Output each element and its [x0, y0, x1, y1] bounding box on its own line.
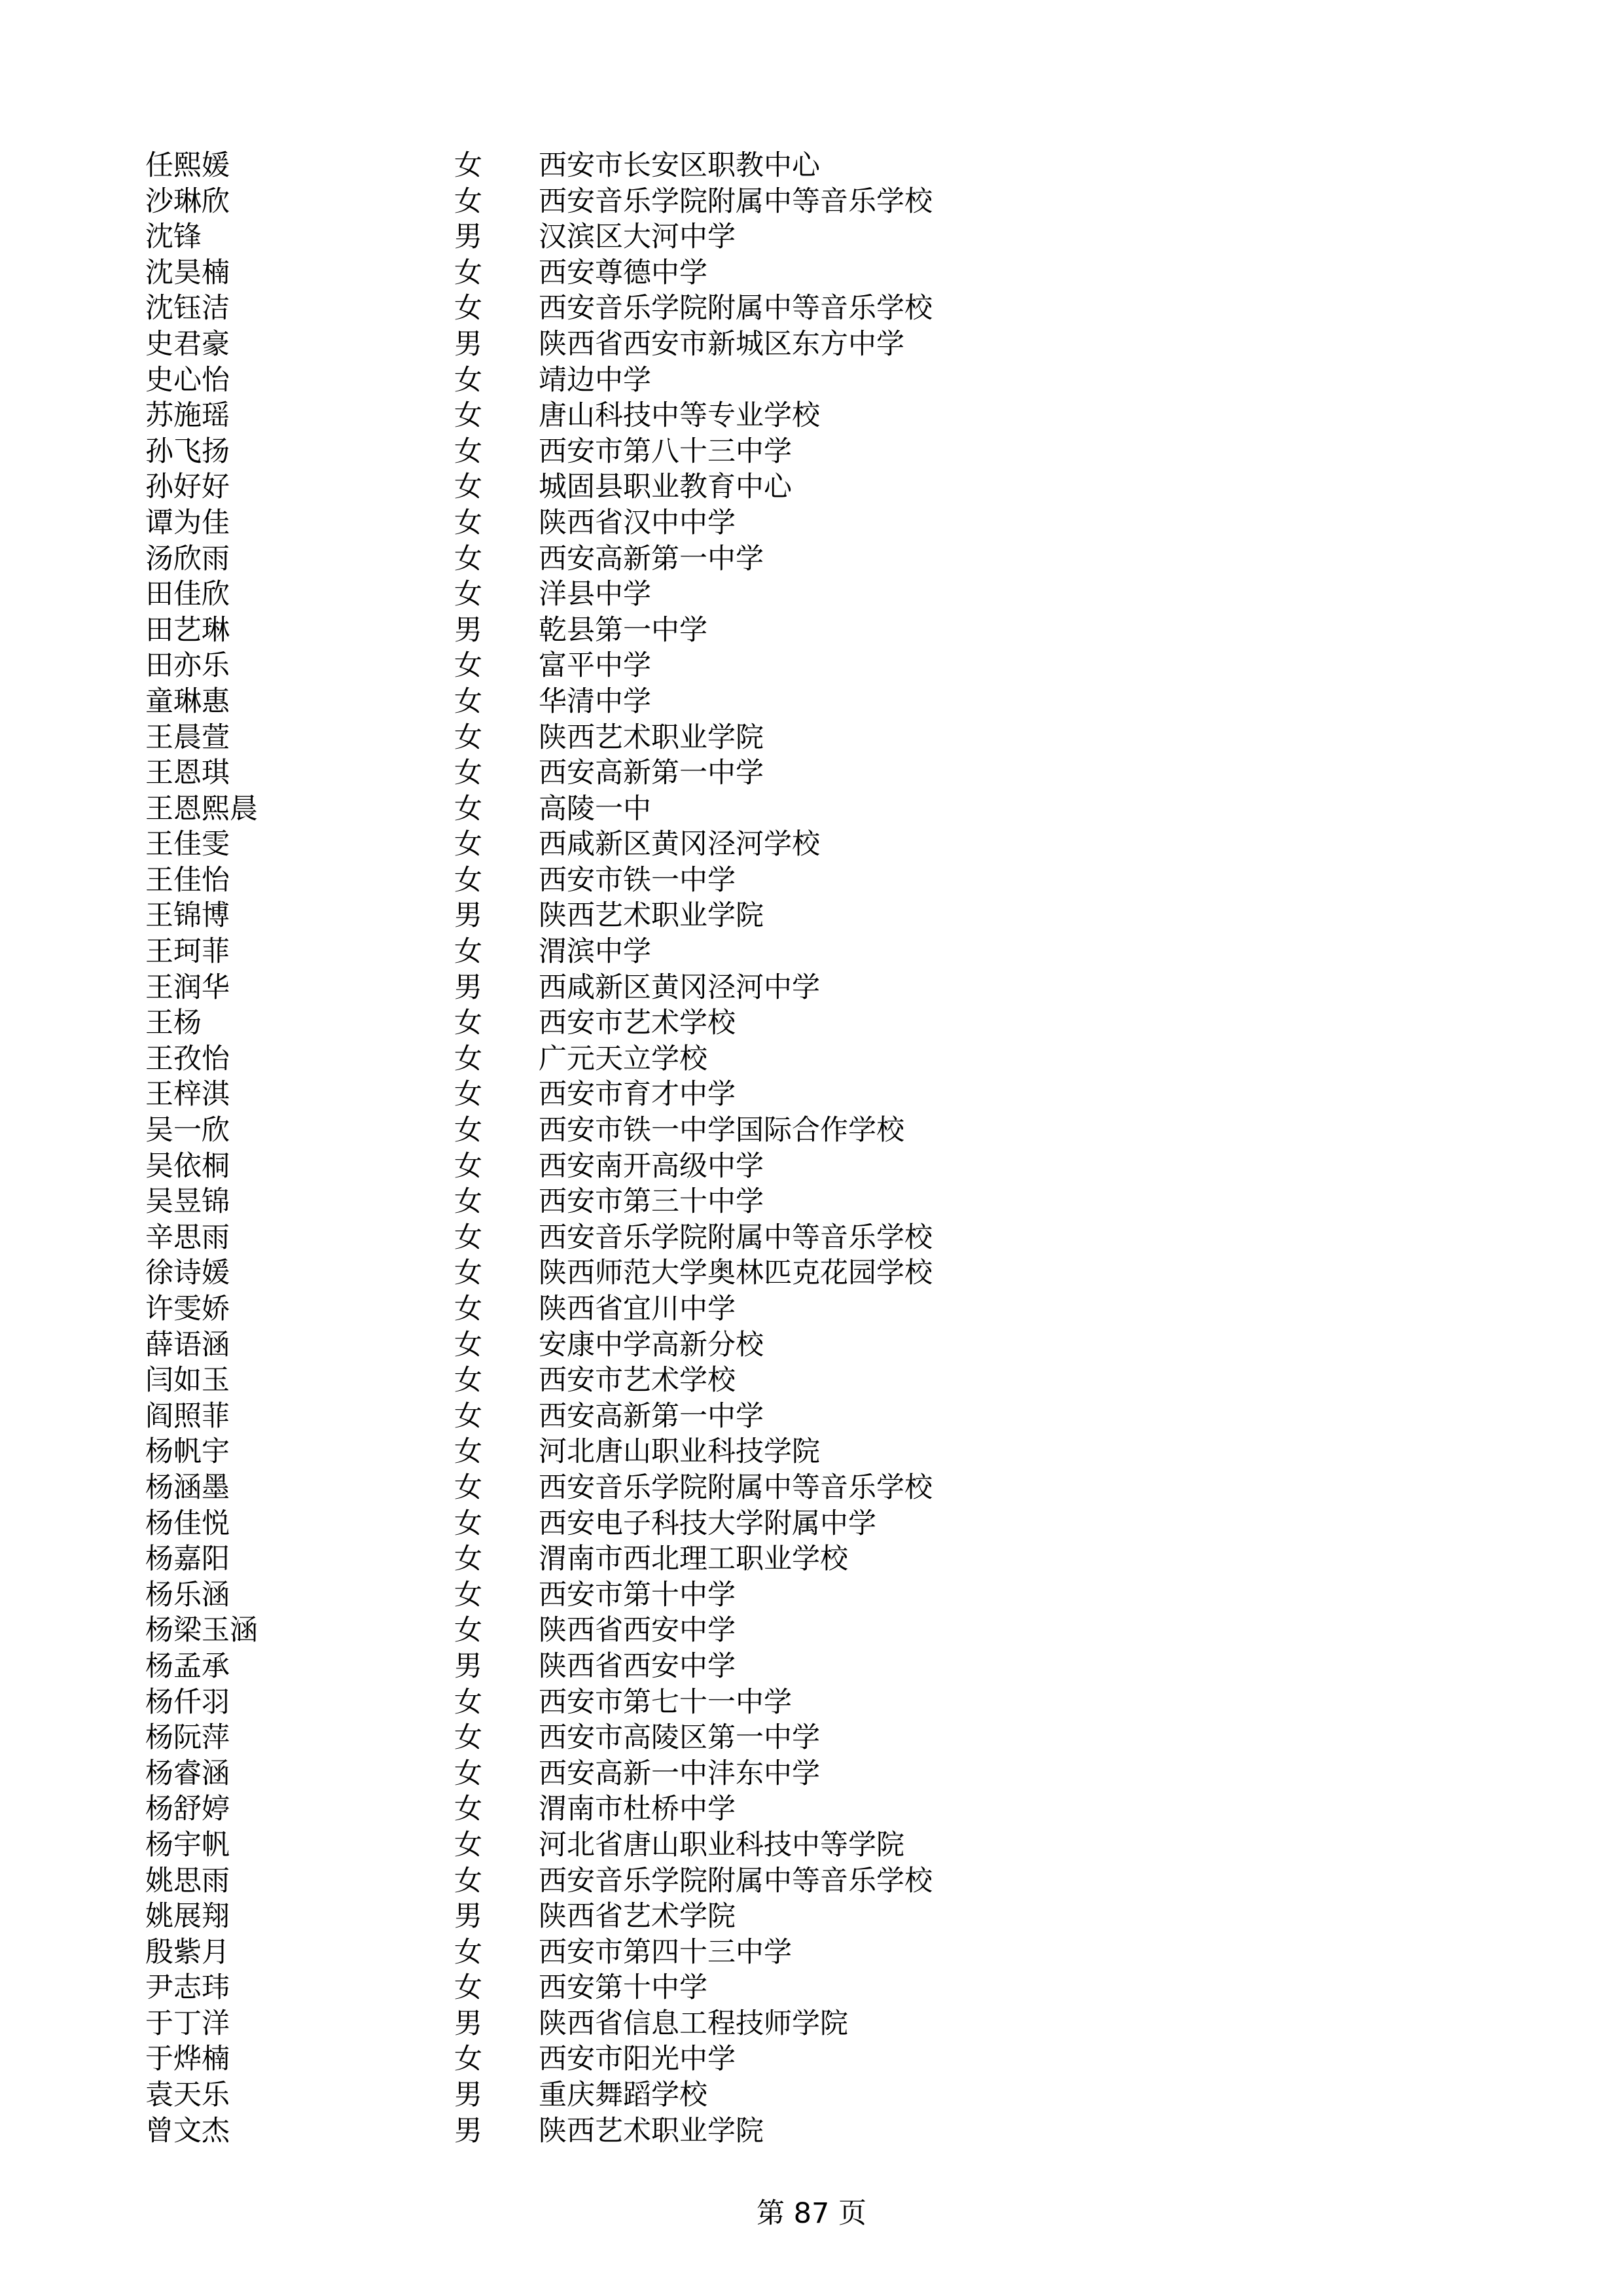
student-name: 杨帆宇	[145, 1435, 230, 1469]
student-school: 西安高新第一中学	[539, 1399, 764, 1433]
table-row	[0, 327, 1623, 363]
student-name: 杨舒婷	[145, 1793, 230, 1826]
student-gender: 女	[454, 1149, 482, 1183]
student-name: 王珂菲	[145, 935, 230, 969]
student-name: 辛思雨	[145, 1221, 230, 1254]
student-school: 西安市高陵区第一中学	[539, 1721, 820, 1755]
student-gender: 女	[454, 399, 482, 433]
table-row	[0, 934, 1623, 970]
student-school: 西咸新区黄冈泾河中学	[539, 971, 820, 1004]
student-gender: 女	[454, 1935, 482, 1969]
table-row	[0, 2113, 1623, 2149]
student-school: 西咸新区黄冈泾河学校	[539, 828, 820, 861]
student-gender: 女	[454, 1828, 482, 1861]
student-school: 西安市第七十一中学	[539, 1685, 792, 1719]
student-gender: 女	[454, 649, 482, 683]
student-school: 西安南开高级中学	[539, 1149, 764, 1183]
table-row	[0, 720, 1623, 756]
student-school: 渭滨中学	[539, 935, 651, 969]
table-row	[0, 1577, 1623, 1613]
table-row	[0, 863, 1623, 899]
student-gender: 男	[454, 971, 482, 1004]
table-row	[0, 1720, 1623, 1756]
table-row	[0, 648, 1623, 684]
table-row	[0, 970, 1623, 1006]
student-name: 王孜怡	[145, 1042, 230, 1075]
student-name: 杨乐涵	[145, 1578, 230, 1611]
table-row	[0, 1077, 1623, 1113]
table-row	[0, 1970, 1623, 2006]
student-gender: 男	[454, 2079, 482, 2112]
student-school: 西安高新第一中学	[539, 542, 764, 575]
student-gender: 女	[454, 1257, 482, 1290]
student-name: 史心怡	[145, 363, 230, 397]
student-name: 徐诗媛	[145, 1257, 230, 1290]
student-name: 沙琳欣	[145, 185, 230, 218]
student-gender: 女	[454, 1185, 482, 1219]
table-row	[0, 398, 1623, 434]
student-name: 于丁洋	[145, 2007, 230, 2040]
student-school: 安康中学高新分校	[539, 1328, 764, 1361]
table-row	[0, 363, 1623, 399]
student-school: 渭南市杜桥中学	[539, 1793, 736, 1826]
student-gender: 男	[454, 1900, 482, 1933]
student-gender: 男	[454, 2114, 482, 2147]
student-school: 西安音乐学院附属中等音乐学校	[539, 185, 933, 218]
student-school: 陕西省汉中中学	[539, 506, 736, 539]
student-school: 西安市艺术学校	[539, 1007, 736, 1040]
student-school: 高陵一中	[539, 792, 651, 825]
table-row	[0, 684, 1623, 720]
student-name: 阎照菲	[145, 1399, 230, 1433]
student-gender: 女	[454, 863, 482, 897]
student-name: 沈昊楠	[145, 256, 230, 289]
table-row	[0, 1434, 1623, 1470]
student-school: 陕西省西安中学	[539, 1649, 736, 1683]
student-name: 杨涵墨	[145, 1471, 230, 1504]
student-gender: 女	[454, 1971, 482, 2005]
table-row	[0, 1113, 1623, 1149]
table-row	[0, 1506, 1623, 1542]
student-school: 陕西省西安中学	[539, 1614, 736, 1647]
student-gender: 女	[454, 1721, 482, 1755]
table-row	[0, 1184, 1623, 1220]
student-school: 靖边中学	[539, 363, 651, 397]
student-gender: 女	[454, 2043, 482, 2076]
student-gender: 女	[454, 935, 482, 969]
student-school: 西安市第三十中学	[539, 1185, 764, 1219]
student-name: 汤欣雨	[145, 542, 230, 575]
student-school: 西安高新一中沣东中学	[539, 1757, 820, 1790]
table-row	[0, 469, 1623, 505]
student-name: 王杨	[145, 1007, 202, 1040]
student-name: 王佳雯	[145, 828, 230, 861]
student-gender: 女	[454, 185, 482, 218]
student-name: 王恩琪	[145, 757, 230, 790]
student-gender: 女	[454, 256, 482, 289]
table-row	[0, 1291, 1623, 1327]
student-gender: 女	[454, 792, 482, 825]
student-gender: 女	[454, 1114, 482, 1147]
student-school: 西安市艺术学校	[539, 1364, 736, 1397]
student-school: 西安高新第一中学	[539, 757, 764, 790]
student-name: 杨梁玉涵	[145, 1614, 258, 1647]
student-gender: 女	[454, 685, 482, 718]
student-gender: 女	[454, 1042, 482, 1075]
table-row	[0, 1041, 1623, 1077]
student-gender: 女	[454, 1543, 482, 1576]
student-name: 杨孟承	[145, 1649, 230, 1683]
student-gender: 女	[454, 828, 482, 861]
table-row	[0, 898, 1623, 934]
student-name: 王恩熙晨	[145, 792, 258, 825]
table-row	[0, 219, 1623, 255]
student-gender: 女	[454, 506, 482, 539]
student-name: 姚展翔	[145, 1900, 230, 1933]
student-school: 西安第十中学	[539, 1971, 707, 2005]
student-school: 广元天立学校	[539, 1042, 707, 1075]
table-row	[0, 255, 1623, 291]
student-roster	[0, 148, 1623, 2149]
student-name: 许雯娇	[145, 1293, 230, 1325]
table-row	[0, 434, 1623, 470]
student-name: 王锦博	[145, 899, 230, 933]
table-row	[0, 1863, 1623, 1899]
student-name: 史君豪	[145, 327, 230, 361]
student-gender: 女	[454, 363, 482, 397]
student-name: 田佳欣	[145, 578, 230, 611]
student-school: 洋县中学	[539, 578, 651, 611]
student-name: 尹志玮	[145, 1971, 230, 2005]
student-gender: 女	[454, 1078, 482, 1111]
student-name: 苏施瑶	[145, 399, 230, 433]
student-gender: 女	[454, 1793, 482, 1826]
table-row	[0, 827, 1623, 863]
table-row	[0, 2041, 1623, 2077]
student-school: 陕西师范大学奥林匹克花园学校	[539, 1257, 933, 1290]
student-name: 田艺琳	[145, 613, 230, 647]
student-school: 华清中学	[539, 685, 651, 718]
student-name: 沈钰洁	[145, 292, 230, 325]
student-gender: 女	[454, 1578, 482, 1611]
student-name: 曾文杰	[145, 2114, 230, 2147]
student-gender: 女	[454, 435, 482, 468]
table-row	[0, 505, 1623, 541]
table-row	[0, 2077, 1623, 2113]
student-name: 杨睿涵	[145, 1757, 230, 1790]
student-school: 河北唐山职业科技学院	[539, 1435, 820, 1469]
student-school: 陕西省艺术学院	[539, 1900, 736, 1933]
student-school: 西安市第八十三中学	[539, 435, 792, 468]
table-row	[0, 1649, 1623, 1685]
student-school: 西安市育才中学	[539, 1078, 736, 1111]
table-row	[0, 1255, 1623, 1291]
student-school: 陕西艺术职业学院	[539, 721, 764, 754]
student-gender: 女	[454, 1864, 482, 1897]
student-name: 薛语涵	[145, 1328, 230, 1361]
student-school: 西安市铁一中学	[539, 863, 736, 897]
student-gender: 男	[454, 1649, 482, 1683]
page-number: 第 87 页	[756, 2197, 867, 2230]
student-name: 王佳怡	[145, 863, 230, 897]
student-gender: 女	[454, 1293, 482, 1325]
table-row	[0, 1327, 1623, 1363]
table-row	[0, 791, 1623, 827]
table-row	[0, 1470, 1623, 1506]
student-school: 西安市第十中学	[539, 1578, 736, 1611]
student-school: 西安市第四十三中学	[539, 1935, 792, 1969]
student-gender: 女	[454, 149, 482, 182]
table-row	[0, 1827, 1623, 1863]
student-gender: 女	[454, 1471, 482, 1504]
table-row	[0, 1005, 1623, 1041]
student-school: 唐山科技中等专业学校	[539, 399, 820, 433]
student-school: 城固县职业教育中心	[539, 471, 792, 504]
table-row	[0, 1363, 1623, 1399]
student-name: 王晨萱	[145, 721, 230, 754]
table-row	[0, 1685, 1623, 1721]
student-gender: 女	[454, 471, 482, 504]
student-name: 杨宇帆	[145, 1828, 230, 1861]
student-gender: 男	[454, 2007, 482, 2040]
student-gender: 男	[454, 899, 482, 933]
student-name: 杨仟羽	[145, 1685, 230, 1719]
student-name: 王润华	[145, 971, 230, 1004]
student-school: 重庆舞蹈学校	[539, 2079, 707, 2112]
student-name: 杨嘉阳	[145, 1543, 230, 1576]
table-row	[0, 1541, 1623, 1577]
student-gender: 女	[454, 1399, 482, 1433]
student-name: 闫如玉	[145, 1364, 230, 1397]
table-row	[0, 291, 1623, 327]
student-gender: 女	[454, 721, 482, 754]
student-school: 西安音乐学院附属中等音乐学校	[539, 1864, 933, 1897]
student-gender: 女	[454, 1221, 482, 1254]
student-name: 杨阮萍	[145, 1721, 230, 1755]
student-gender: 女	[454, 578, 482, 611]
student-school: 陕西省西安市新城区东方中学	[539, 327, 904, 361]
student-gender: 女	[454, 1757, 482, 1790]
student-name: 孙飞扬	[145, 435, 230, 468]
student-gender: 男	[454, 613, 482, 647]
student-school: 陕西艺术职业学院	[539, 899, 764, 933]
student-school: 河北省唐山职业科技中等学院	[539, 1828, 904, 1861]
table-row	[0, 2006, 1623, 2042]
student-school: 西安市铁一中学国际合作学校	[539, 1114, 904, 1147]
student-school: 西安音乐学院附属中等音乐学校	[539, 1471, 933, 1504]
student-name: 任熙媛	[145, 149, 230, 182]
student-school: 西安尊德中学	[539, 256, 707, 289]
student-name: 吴昱锦	[145, 1185, 230, 1219]
student-name: 姚思雨	[145, 1864, 230, 1897]
table-row	[0, 1899, 1623, 1935]
table-row	[0, 148, 1623, 184]
table-row	[0, 755, 1623, 791]
student-gender: 女	[454, 1685, 482, 1719]
table-row	[0, 613, 1623, 649]
student-school: 富平中学	[539, 649, 651, 683]
student-name: 袁天乐	[145, 2079, 230, 2112]
student-gender: 女	[454, 1328, 482, 1361]
student-gender: 女	[454, 1007, 482, 1040]
student-school: 陕西艺术职业学院	[539, 2114, 764, 2147]
student-gender: 女	[454, 1364, 482, 1397]
student-gender: 男	[454, 327, 482, 361]
student-gender: 女	[454, 1507, 482, 1540]
student-name: 田亦乐	[145, 649, 230, 683]
student-school: 渭南市西北理工职业学校	[539, 1543, 848, 1576]
student-school: 西安市长安区职教中心	[539, 149, 820, 182]
student-name: 杨佳悦	[145, 1507, 230, 1540]
student-name: 王梓淇	[145, 1078, 230, 1111]
student-name: 谭为佳	[145, 506, 230, 539]
table-row	[0, 184, 1623, 220]
student-name: 吴依桐	[145, 1149, 230, 1183]
table-row	[0, 1399, 1623, 1435]
student-name: 童琳惠	[145, 685, 230, 718]
table-row	[0, 1935, 1623, 1971]
student-school: 汉滨区大河中学	[539, 221, 736, 254]
table-row	[0, 1613, 1623, 1649]
table-row	[0, 1149, 1623, 1185]
student-name: 吴一欣	[145, 1114, 230, 1147]
student-name: 孙好好	[145, 471, 230, 504]
table-row	[0, 541, 1623, 577]
table-row	[0, 577, 1623, 613]
student-name: 于烨楠	[145, 2043, 230, 2076]
table-row	[0, 1220, 1623, 1256]
student-school: 西安市阳光中学	[539, 2043, 736, 2076]
student-school: 西安电子科技大学附属中学	[539, 1507, 876, 1540]
student-school: 陕西省宜川中学	[539, 1293, 736, 1325]
table-row	[0, 1791, 1623, 1827]
student-school: 乾县第一中学	[539, 613, 707, 647]
student-gender: 女	[454, 1435, 482, 1469]
student-school: 陕西省信息工程技师学院	[539, 2007, 848, 2040]
student-gender: 女	[454, 1614, 482, 1647]
student-name: 沈锋	[145, 221, 202, 254]
student-gender: 男	[454, 221, 482, 254]
student-gender: 女	[454, 542, 482, 575]
table-row	[0, 1756, 1623, 1792]
student-name: 殷紫月	[145, 1935, 230, 1969]
student-school: 西安音乐学院附属中等音乐学校	[539, 292, 933, 325]
student-gender: 女	[454, 292, 482, 325]
student-school: 西安音乐学院附属中等音乐学校	[539, 1221, 933, 1254]
student-gender: 女	[454, 757, 482, 790]
